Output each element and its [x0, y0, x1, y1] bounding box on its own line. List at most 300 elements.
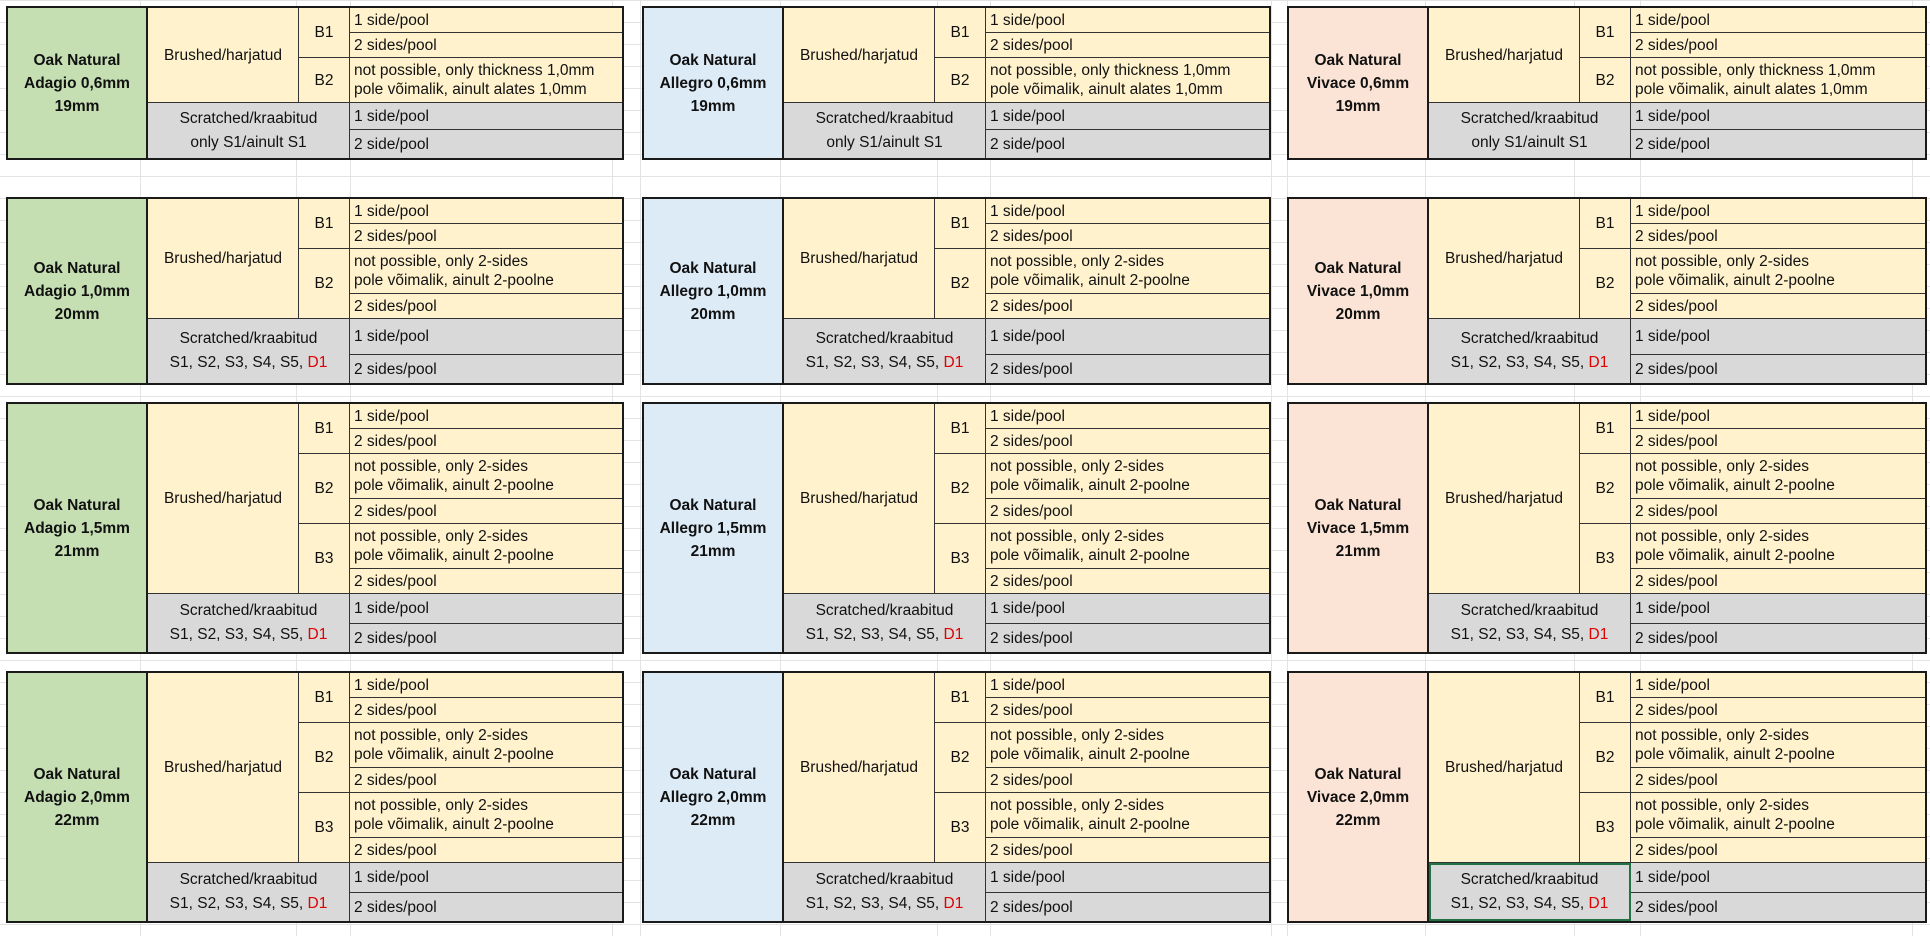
scratched-codes: only S1/ainult S1 — [190, 133, 307, 151]
brushed-label[interactable]: Brushed/harjatud — [784, 673, 935, 863]
option-value[interactable] — [1631, 224, 1925, 249]
option-value-text: 1 side/pool — [990, 407, 1065, 425]
scratched-value[interactable]: 2 side/pool — [350, 130, 622, 158]
product-variant: Vivace 0,6mm — [1306, 74, 1410, 92]
option-value-text: 1 side/pool — [1635, 407, 1710, 425]
option-value-text: 2 sides/pool — [990, 227, 1073, 245]
option-value-text: 1 side/pool — [354, 676, 429, 694]
product-block-vivace-3 — [1287, 671, 1927, 923]
scratched-title: Scratched/kraabitud — [179, 871, 318, 888]
scratched-codes: S1, S2, S3, S4, S5, D1 — [169, 895, 328, 912]
product-name: Oak Natural — [33, 259, 121, 277]
brushed-label[interactable]: Brushed/harjatud — [148, 673, 299, 863]
option-code-b2[interactable]: B2 — [299, 58, 350, 103]
scratched-title: Scratched/kraabitud — [1460, 109, 1599, 127]
product-variant: Adagio 1,5mm — [24, 519, 130, 537]
option-value-text: pole võimalik, ainult 2-poolne — [354, 746, 554, 763]
option-value[interactable] — [986, 569, 1269, 594]
product-height: 20mm — [690, 305, 736, 323]
scratched-label[interactable] — [1429, 103, 1631, 158]
option-code-b2[interactable]: B2 — [1580, 58, 1631, 103]
option-value[interactable] — [350, 58, 622, 103]
product-block-adagio-2 — [6, 402, 624, 654]
product-block-allegro-0 — [642, 6, 1271, 160]
product-label[interactable] — [8, 199, 148, 383]
option-value-text: pole võimalik, ainult 2-poolne — [990, 746, 1190, 763]
option-value-text: 2 sides/pool — [990, 841, 1073, 859]
option-value-text: pole võimalik, ainult alates 1,0mm — [1635, 81, 1868, 98]
option-value-text: 2 sides/pool — [354, 771, 437, 789]
option-value[interactable] — [986, 673, 1269, 698]
scratched-title: Scratched/kraabitud — [815, 602, 954, 619]
option-value-text: 2 sides/pool — [1635, 841, 1718, 859]
scratched-label[interactable] — [784, 863, 986, 921]
option-value[interactable] — [986, 524, 1269, 569]
product-block-allegro-2 — [642, 402, 1271, 654]
product-variant: Vivace 2,0mm — [1306, 788, 1410, 806]
scratched-codes: S1, S2, S3, S4, S5, D1 — [169, 626, 328, 643]
scratched-value[interactable]: 2 sides/pool — [1631, 893, 1925, 921]
option-value-text: not possible, only 2-sides — [354, 458, 529, 475]
option-value-text: 2 sides/pool — [1635, 227, 1718, 245]
option-code-b2[interactable]: B2 — [299, 249, 350, 319]
scratched-title: Scratched/kraabitud — [815, 109, 954, 127]
scratched-label[interactable] — [784, 319, 986, 383]
product-height: 22mm — [54, 811, 100, 829]
option-value-text: pole võimalik, ainult 2-poolne — [1635, 816, 1835, 833]
option-value-text: pole võimalik, ainult 2-poolne — [1635, 547, 1835, 564]
option-value-text: 2 sides/pool — [1635, 297, 1718, 315]
product-block-allegro-1 — [642, 197, 1271, 385]
option-code-b1[interactable]: B1 — [935, 673, 986, 723]
option-value-text: not possible, only thickness 1,0mm — [990, 62, 1231, 79]
option-value[interactable] — [1631, 404, 1925, 429]
scratched-value[interactable]: 1 side/pool — [350, 863, 622, 893]
product-name: Oak Natural — [1314, 51, 1402, 69]
product-label[interactable] — [644, 199, 784, 383]
option-value-text: 2 sides/pool — [990, 771, 1073, 789]
product-block-adagio-1 — [6, 197, 624, 385]
option-code-b2[interactable]: B2 — [299, 723, 350, 793]
option-value-text: not possible, only 2-sides — [1635, 797, 1810, 814]
option-value-text: 2 sides/pool — [354, 841, 437, 859]
scratched-value[interactable]: 1 side/pool — [350, 594, 622, 624]
scratched-code-highlight: D1 — [1584, 895, 1609, 912]
option-value-text: not possible, only 2-sides — [354, 528, 529, 545]
option-code-b2[interactable]: B2 — [935, 454, 986, 524]
product-label[interactable] — [644, 8, 784, 158]
option-value-text: pole võimalik, ainult 2-poolne — [990, 272, 1190, 289]
scratched-value[interactable]: 1 side/pool — [1631, 594, 1925, 624]
scratched-code-highlight: D1 — [939, 354, 964, 371]
option-value[interactable] — [1631, 768, 1925, 793]
option-value[interactable] — [350, 768, 622, 793]
option-code-b2[interactable]: B2 — [935, 723, 986, 793]
gridline — [1271, 0, 1272, 936]
product-height: 21mm — [1335, 542, 1381, 560]
scratched-codes: only S1/ainult S1 — [1471, 133, 1588, 151]
option-code-b1[interactable]: B1 — [1580, 199, 1631, 249]
option-value-text: not possible, only 2-sides — [354, 253, 529, 270]
option-value-text: pole võimalik, ainult 2-poolne — [354, 816, 554, 833]
option-value[interactable] — [986, 793, 1269, 838]
scratched-value[interactable]: 2 side/pool — [1631, 130, 1925, 158]
option-code-b1[interactable]: B1 — [1580, 8, 1631, 58]
product-variant: Vivace 1,0mm — [1306, 282, 1410, 300]
scratched-label[interactable] — [1429, 319, 1631, 383]
option-code-b2[interactable]: B2 — [1580, 249, 1631, 319]
option-value-text: not possible, only 2-sides — [990, 253, 1165, 270]
option-value[interactable] — [986, 768, 1269, 793]
product-variant: Adagio 2,0mm — [24, 788, 130, 806]
product-name: Oak Natural — [669, 259, 757, 277]
product-name: Oak Natural — [1314, 259, 1402, 277]
scratched-value[interactable]: 1 side/pool — [1631, 103, 1925, 130]
scratched-value[interactable]: 1 side/pool — [350, 319, 622, 355]
scratched-value[interactable]: 2 sides/pool — [986, 624, 1269, 652]
product-block-allegro-3 — [642, 671, 1271, 923]
option-value-text: not possible, only 2-sides — [990, 797, 1165, 814]
option-value[interactable] — [1631, 569, 1925, 594]
option-value[interactable] — [1631, 58, 1925, 103]
product-name: Oak Natural — [669, 51, 757, 69]
product-variant: Allegro 0,6mm — [659, 74, 767, 92]
scratched-codes: only S1/ainult S1 — [826, 133, 943, 151]
option-value-text: 1 side/pool — [1635, 676, 1710, 694]
product-block-vivace-1 — [1287, 197, 1927, 385]
scratched-code-highlight: D1 — [303, 354, 328, 371]
scratched-value[interactable]: 2 sides/pool — [1631, 355, 1925, 383]
option-value[interactable] — [350, 569, 622, 594]
brushed-label[interactable]: Brushed/harjatud — [1429, 8, 1580, 103]
option-value[interactable] — [350, 499, 622, 524]
option-value-text: pole võimalik, ainult 2-poolne — [990, 547, 1190, 564]
option-value[interactable] — [986, 723, 1269, 768]
option-value-text: 2 sides/pool — [354, 227, 437, 245]
option-code-b1[interactable]: B1 — [935, 199, 986, 249]
option-value[interactable] — [1631, 838, 1925, 863]
option-value[interactable] — [986, 499, 1269, 524]
option-value-text: pole võimalik, ainult 2-poolne — [354, 272, 554, 289]
scratched-codes: S1, S2, S3, S4, S5, D1 — [805, 354, 964, 371]
option-value-text: not possible, only 2-sides — [354, 797, 529, 814]
option-code-b3[interactable]: B3 — [299, 524, 350, 594]
option-value[interactable] — [1631, 249, 1925, 294]
option-code-b2[interactable]: B2 — [935, 249, 986, 319]
product-block-adagio-3 — [6, 671, 624, 923]
scratched-value[interactable]: 2 sides/pool — [350, 355, 622, 383]
product-name: Oak Natural — [33, 765, 121, 783]
option-value[interactable] — [1631, 429, 1925, 454]
product-height: 22mm — [1335, 811, 1381, 829]
option-value[interactable] — [350, 793, 622, 838]
option-code-b3[interactable]: B3 — [299, 793, 350, 863]
option-value[interactable] — [986, 838, 1269, 863]
brushed-label[interactable]: Brushed/harjatud — [1429, 404, 1580, 594]
product-variant: Allegro 1,5mm — [659, 519, 767, 537]
scratched-title: Scratched/kraabitud — [1460, 871, 1599, 888]
scratched-code-highlight: D1 — [1584, 354, 1609, 371]
brushed-label[interactable]: Brushed/harjatud — [148, 8, 299, 103]
option-value-text: 1 side/pool — [1635, 202, 1710, 220]
option-value-text: 2 sides/pool — [990, 701, 1073, 719]
brushed-label[interactable]: Brushed/harjatud — [1429, 199, 1580, 319]
scratched-label[interactable] — [784, 594, 986, 652]
scratched-title: Scratched/kraabitud — [815, 330, 954, 347]
option-value[interactable] — [1631, 793, 1925, 838]
scratched-title: Scratched/kraabitud — [179, 109, 318, 127]
scratched-codes: S1, S2, S3, S4, S5, D1 — [1450, 626, 1609, 643]
option-value[interactable] — [350, 404, 622, 429]
option-code-b2[interactable]: B2 — [935, 58, 986, 103]
product-name: Oak Natural — [33, 496, 121, 514]
option-value-text: 2 sides/pool — [1635, 502, 1718, 520]
option-value-text: 2 sides/pool — [990, 502, 1073, 520]
option-code-b3[interactable]: B3 — [935, 524, 986, 594]
option-value-text: 2 sides/pool — [354, 701, 437, 719]
option-value-text: pole võimalik, ainult 2-poolne — [354, 547, 554, 564]
scratched-codes: S1, S2, S3, S4, S5, D1 — [1450, 354, 1609, 371]
scratched-label[interactable] — [148, 594, 350, 652]
option-value-text: 2 sides/pool — [354, 432, 437, 450]
option-value[interactable] — [350, 673, 622, 698]
scratched-value[interactable]: 1 side/pool — [1631, 863, 1925, 893]
scratched-label[interactable] — [1429, 863, 1631, 921]
option-code-b1[interactable]: B1 — [1580, 404, 1631, 454]
option-code-b1[interactable]: B1 — [299, 8, 350, 58]
product-label[interactable] — [1289, 8, 1429, 158]
scratched-value[interactable]: 2 sides/pool — [350, 624, 622, 652]
product-block-vivace-0 — [1287, 6, 1927, 160]
option-value-text: pole võimalik, ainult alates 1,0mm — [990, 81, 1223, 98]
scratched-codes: S1, S2, S3, S4, S5, D1 — [169, 354, 328, 371]
product-height: 21mm — [690, 542, 736, 560]
option-value[interactable] — [350, 454, 622, 499]
option-value[interactable] — [986, 698, 1269, 723]
option-value[interactable] — [350, 524, 622, 569]
option-value[interactable] — [350, 294, 622, 319]
option-code-b2[interactable]: B2 — [1580, 723, 1631, 793]
product-height: 20mm — [54, 305, 100, 323]
option-value[interactable] — [1631, 524, 1925, 569]
scratched-value[interactable]: 2 sides/pool — [350, 893, 622, 921]
option-value-text: not possible, only 2-sides — [1635, 727, 1810, 744]
option-value-text: not possible, only 2-sides — [990, 528, 1165, 545]
option-code-b1[interactable]: B1 — [935, 8, 986, 58]
scratched-code-highlight: D1 — [303, 626, 328, 643]
option-value[interactable] — [350, 698, 622, 723]
option-value[interactable] — [350, 838, 622, 863]
scratched-value[interactable]: 1 side/pool — [986, 319, 1269, 355]
option-value-text: 2 sides/pool — [990, 36, 1073, 54]
option-value[interactable] — [986, 33, 1269, 58]
product-name: Oak Natural — [1314, 765, 1402, 783]
option-value-text: 1 side/pool — [354, 407, 429, 425]
option-value-text: 2 sides/pool — [354, 297, 437, 315]
product-height: 22mm — [690, 811, 736, 829]
scratched-value[interactable]: 1 side/pool — [1631, 319, 1925, 355]
gridline — [640, 0, 641, 936]
scratched-code-highlight: D1 — [303, 895, 328, 912]
brushed-label[interactable]: Brushed/harjatud — [148, 199, 299, 319]
product-height: 19mm — [54, 97, 100, 115]
scratched-title: Scratched/kraabitud — [179, 330, 318, 347]
product-variant: Allegro 1,0mm — [659, 282, 767, 300]
scratched-code-highlight: D1 — [939, 895, 964, 912]
option-value-text: pole võimalik, ainult 2-poolne — [1635, 272, 1835, 289]
option-value-text: pole võimalik, ainult 2-poolne — [990, 816, 1190, 833]
option-value-text: 2 sides/pool — [1635, 432, 1718, 450]
option-value[interactable] — [986, 429, 1269, 454]
option-value-text: 2 sides/pool — [354, 502, 437, 520]
option-code-b1[interactable]: B1 — [299, 673, 350, 723]
option-code-b3[interactable]: B3 — [935, 793, 986, 863]
scratched-title: Scratched/kraabitud — [1460, 330, 1599, 347]
scratched-code-highlight: D1 — [1584, 626, 1609, 643]
option-value-text: not possible, only 2-sides — [354, 727, 529, 744]
option-code-b1[interactable]: B1 — [299, 199, 350, 249]
option-value[interactable] — [350, 199, 622, 224]
option-value[interactable] — [1631, 454, 1925, 499]
option-value[interactable] — [350, 249, 622, 294]
option-value[interactable] — [986, 199, 1269, 224]
option-value[interactable] — [986, 294, 1269, 319]
brushed-label[interactable]: Brushed/harjatud — [148, 404, 299, 594]
option-value[interactable] — [1631, 499, 1925, 524]
option-value[interactable] — [1631, 199, 1925, 224]
option-value-text: 1 side/pool — [354, 11, 429, 29]
option-value-text: pole võimalik, ainult alates 1,0mm — [354, 81, 587, 98]
option-value[interactable] — [986, 8, 1269, 33]
option-value[interactable] — [350, 224, 622, 249]
option-value[interactable] — [350, 723, 622, 768]
scratched-value[interactable]: 2 side/pool — [986, 130, 1269, 158]
option-value[interactable] — [986, 404, 1269, 429]
option-value-text: 1 side/pool — [354, 202, 429, 220]
option-value[interactable] — [986, 454, 1269, 499]
product-label[interactable] — [644, 404, 784, 652]
product-label[interactable] — [8, 404, 148, 652]
option-value-text: 2 sides/pool — [354, 572, 437, 590]
option-value-text: 2 sides/pool — [1635, 36, 1718, 54]
option-value[interactable] — [1631, 8, 1925, 33]
option-value[interactable] — [986, 249, 1269, 294]
option-value[interactable] — [986, 58, 1269, 103]
scratched-title: Scratched/kraabitud — [815, 871, 954, 888]
option-value-text: not possible, only thickness 1,0mm — [1635, 62, 1876, 79]
scratched-value[interactable]: 2 sides/pool — [986, 893, 1269, 921]
option-value[interactable] — [350, 429, 622, 454]
product-variant: Adagio 1,0mm — [24, 282, 130, 300]
scratched-value[interactable]: 2 sides/pool — [986, 355, 1269, 383]
option-code-b2[interactable]: B2 — [299, 454, 350, 524]
option-value-text: not possible, only 2-sides — [990, 458, 1165, 475]
brushed-label[interactable]: Brushed/harjatud — [784, 404, 935, 594]
option-code-b1[interactable]: B1 — [299, 404, 350, 454]
product-height: 19mm — [1335, 97, 1381, 115]
product-label[interactable] — [8, 8, 148, 158]
option-value[interactable] — [1631, 673, 1925, 698]
product-name: Oak Natural — [1314, 496, 1402, 514]
option-value-text: 2 sides/pool — [1635, 572, 1718, 590]
option-value[interactable] — [350, 8, 622, 33]
option-value-text: 2 sides/pool — [990, 297, 1073, 315]
option-value-text: not possible, only 2-sides — [1635, 458, 1810, 475]
option-value-text: not possible, only 2-sides — [1635, 528, 1810, 545]
option-value-text: 2 sides/pool — [990, 572, 1073, 590]
product-variant: Vivace 1,5mm — [1306, 519, 1410, 537]
scratched-label[interactable] — [1429, 594, 1631, 652]
scratched-value[interactable]: 1 side/pool — [350, 103, 622, 130]
product-label[interactable] — [1289, 404, 1429, 652]
product-label[interactable] — [1289, 673, 1429, 921]
scratched-label[interactable] — [148, 319, 350, 383]
scratched-label[interactable] — [148, 103, 350, 158]
product-variant: Allegro 2,0mm — [659, 788, 767, 806]
product-height: 19mm — [690, 97, 736, 115]
scratched-label[interactable] — [148, 863, 350, 921]
option-value[interactable] — [1631, 698, 1925, 723]
scratched-value[interactable]: 1 side/pool — [986, 863, 1269, 893]
option-value-text: pole võimalik, ainult 2-poolne — [354, 477, 554, 494]
scratched-codes: S1, S2, S3, S4, S5, D1 — [805, 626, 964, 643]
option-value[interactable] — [986, 224, 1269, 249]
option-value-text: pole võimalik, ainult 2-poolne — [1635, 746, 1835, 763]
option-code-b1[interactable]: B1 — [935, 404, 986, 454]
option-value-text: not possible, only thickness 1,0mm — [354, 62, 595, 79]
option-value-text: pole võimalik, ainult 2-poolne — [990, 477, 1190, 494]
option-code-b3[interactable]: B3 — [1580, 524, 1631, 594]
option-value-text: not possible, only 2-sides — [990, 727, 1165, 744]
option-value-text: pole võimalik, ainult 2-poolne — [1635, 477, 1835, 494]
product-label[interactable] — [644, 673, 784, 921]
scratched-title: Scratched/kraabitud — [179, 602, 318, 619]
option-code-b2[interactable]: B2 — [1580, 454, 1631, 524]
option-value-text: 2 sides/pool — [1635, 701, 1718, 719]
scratched-title: Scratched/kraabitud — [1460, 602, 1599, 619]
option-code-b1[interactable]: B1 — [1580, 673, 1631, 723]
product-label[interactable] — [8, 673, 148, 921]
scratched-codes: S1, S2, S3, S4, S5, D1 — [805, 895, 964, 912]
scratched-label[interactable] — [784, 103, 986, 158]
option-value[interactable] — [1631, 294, 1925, 319]
option-value-text: 1 side/pool — [990, 11, 1065, 29]
option-value[interactable] — [1631, 33, 1925, 58]
option-value-text: 2 sides/pool — [990, 432, 1073, 450]
product-name: Oak Natural — [33, 51, 121, 69]
product-block-vivace-2 — [1287, 402, 1927, 654]
brushed-label[interactable]: Brushed/harjatud — [784, 8, 935, 103]
option-value-text: 2 sides/pool — [354, 36, 437, 54]
option-value-text: 1 side/pool — [1635, 11, 1710, 29]
option-value[interactable] — [350, 33, 622, 58]
brushed-label[interactable]: Brushed/harjatud — [784, 199, 935, 319]
scratched-value[interactable]: 1 side/pool — [986, 103, 1269, 130]
product-label[interactable] — [1289, 199, 1429, 383]
option-value[interactable] — [1631, 723, 1925, 768]
product-height: 20mm — [1335, 305, 1381, 323]
product-name: Oak Natural — [669, 765, 757, 783]
scratched-codes: S1, S2, S3, S4, S5, D1 — [1450, 895, 1609, 912]
option-value-text: 2 sides/pool — [1635, 771, 1718, 789]
option-value-text: not possible, only 2-sides — [1635, 253, 1810, 270]
option-value-text: 1 side/pool — [990, 676, 1065, 694]
scratched-value[interactable]: 1 side/pool — [986, 594, 1269, 624]
scratched-value[interactable]: 2 sides/pool — [1631, 624, 1925, 652]
option-code-b3[interactable]: B3 — [1580, 793, 1631, 863]
product-height: 21mm — [54, 542, 100, 560]
brushed-label[interactable]: Brushed/harjatud — [1429, 673, 1580, 863]
